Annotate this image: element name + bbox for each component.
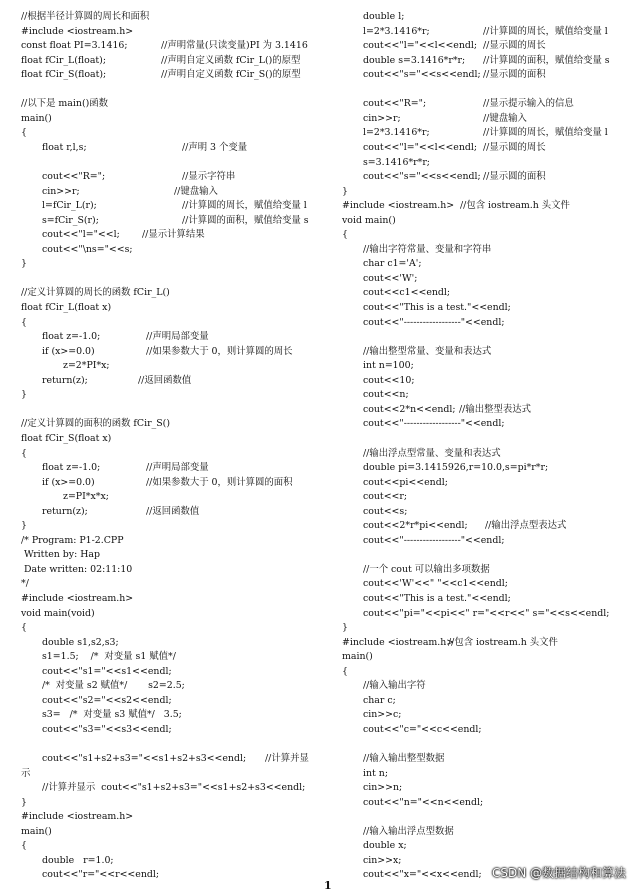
code-line: { [21,447,27,459]
code-line: #include <iostream.h> [21,811,134,823]
code-comment: //键盘输入 [174,185,218,197]
code-comment: //显示圆的面积 [483,69,546,81]
code-line: cout<<"s2="<<s2<<endl; [42,694,172,706]
code-line: return(z); [42,374,88,386]
code-line: //输出整型常量、变量和表达式 [363,345,492,357]
code-line: Written by: Hap [21,549,100,561]
code-line: cout<<"R="; [42,171,106,183]
code-comment: //显示圆的周长 [483,40,546,52]
code-comment: //显示圆的周长 [483,141,546,153]
code-line: } [21,520,27,532]
code-line: 示 [21,767,31,779]
code-line: cout<<r; [363,491,408,503]
code-line: double r=1.0; [42,854,114,866]
code-line: cout<<"This is a test."<<endl; [363,302,511,313]
code-line: cin>>r; [42,185,80,197]
code-line: if (x>=0.0) [42,476,95,488]
code-line: cin>>c; [363,709,402,721]
code-comment: //如果参数大于 0，则计算圆的周长 [146,345,293,357]
code-line: cout<<"c="<<c<<endl; [363,723,482,735]
code-comment: //声明自定义函数 fCir_L()的原型 [161,54,301,66]
code-line: //一个 cout 可以输出多项数据 [363,563,490,575]
code-line: #include <iostream.h> [21,25,134,37]
code-line: /* Program: P1-2.CPP [21,534,124,546]
page-number: 1 [324,879,332,892]
code-line: s3= /* 对变量 s3 赋值*/ 3.5; [42,709,182,721]
code-line: cin>>r; [363,112,401,124]
code-line: char c1='A'; [363,258,422,270]
code-line: cout<<"n="<<n<<endl; [363,796,484,808]
code-line: cout<<"r="<<r<<endl; [42,869,160,881]
code-line: cin>>n; [363,782,403,794]
code-comment: //输出浮点型表达式 [485,520,567,532]
code-comment: //显示字符串 [182,171,236,183]
code-line: return(z); [42,505,88,517]
code-line: } [342,185,348,197]
code-line: double s1,s2,s3; [42,636,119,648]
code-line: cout<<"l="<<l<<endl; [363,141,478,153]
code-line: cout<<"------------------"<<endl; [363,418,505,430]
code-line: s=fCir_S(r); [42,214,99,226]
code-line: double x; [363,840,407,852]
code-line: l=2*3.1416*r; [363,127,430,139]
code-line: { [21,127,27,139]
code-line: cout<<"pi="<<pi<<" r="<<r<<" s="<<s<<endl; [363,607,610,619]
code-line: cout<<"x="<<x<<endl; [363,869,482,881]
code-comment: //返回函数值 [138,374,192,386]
code-comment: //声明局部变量 [146,331,209,343]
code-line: #include <iostream.h> [342,200,455,212]
code-line: cout<<2*r*pi<<endl; [363,520,468,532]
code-line: cout<<"s="<<s<<endl; [363,171,481,183]
code-line: cout<<"s1="<<s1<<endl; [42,665,172,677]
code-line: cout<<s; [363,505,408,517]
code-line: cout<<"------------------"<<endl; [363,534,505,546]
code-line: cout<<'W'; [363,272,418,284]
code-line: } [21,258,27,270]
code-line: cout<<pi<<endl; [363,476,448,488]
code-comment: //输出整型表达式 [459,403,531,415]
code-line: //定义计算圆的周长的函数 fCir_L() [21,287,170,299]
code-line: cout<<"R="; [363,98,427,110]
code-line: float z=-1.0; [42,331,101,343]
code-line: float fCir_S(float); [21,69,107,81]
code-line: float fCir_L(float x) [21,302,112,313]
code-comment: //返回函数值 [146,505,200,517]
code-line: double l; [363,11,405,22]
code-line: void main(void) [21,607,95,619]
code-line: if (x>=0.0) [42,345,95,357]
code-line: { [342,665,348,677]
code-line: { [342,229,348,241]
code-line: //定义计算圆的面积的函数 fCir_S() [21,418,170,430]
code-line: cout<<10; [363,374,415,386]
code-line: } [21,389,27,401]
code-line: cout<<"s="<<s<<endl; [363,69,481,81]
code-line: float z=-1.0; [42,462,101,474]
code-line: //输出字符常量、变量和字符串 [363,243,492,255]
code-line: int n=100; [363,360,414,372]
code-line: s1=1.5; /* 对变量 s1 赋值*/ [42,651,176,663]
code-line: cout<<"------------------"<<endl; [363,316,505,328]
code-line: z=2*PI*x; [63,360,110,372]
code-line: #include <iostream.h> [342,636,455,648]
code-line: #include <iostream.h> [21,593,134,604]
code-line: cout<<"l="<<l<<endl; [363,40,478,52]
code-line: double pi=3.1415926,r=10.0,s=pi*r*r; [363,462,549,474]
code-comment: //显示计算结果 [142,229,205,241]
code-line: } [342,622,348,634]
code-line: //输出浮点型常量、变量和表达式 [363,447,501,459]
code-comment: //声明 3 个变量 [182,141,248,153]
code-comment: //计算并显 [265,753,309,765]
code-comment: //键盘输入 [483,112,527,124]
code-line: cout<<c1<<endl; [363,287,451,299]
code-line: main() [342,651,373,663]
code-line: */ [21,578,29,590]
code-line: void main() [342,214,396,226]
code-line: cout<<"This is a test."<<endl; [363,593,511,604]
code-line: Date written: 02:11:10 [21,563,133,575]
code-line: cout<<"s3="<<s3<<endl; [42,723,172,735]
code-line: s=3.1416*r*r; [363,156,430,168]
code-line: cout<<2*n<<endl; [363,403,456,415]
code-line: //输入输出整型数据 [363,753,445,765]
code-comment: //如果参数大于 0，则计算圆的面积 [146,476,293,488]
code-line: int n; [363,767,388,779]
code-comment: //显示提示输入的信息 [483,98,574,110]
code-line: //以下是 main()函数 [21,98,109,110]
code-comment: //计算圆的面积，赋值给变量 s [483,54,610,66]
code-comment: //声明自定义函数 fCir_S()的原型 [161,69,301,81]
code-line: float fCir_S(float x) [21,432,112,444]
code-comment: //包含 iostream.h 头文件 [460,200,570,212]
code-line: char c; [363,694,396,706]
code-line: cout<<"l="<<l; [42,229,120,241]
code-line: float fCir_L(float); [21,54,106,66]
code-comment: //计算圆的面积，赋值给变量 s [182,214,309,226]
code-comment: //声明常量(只读变量)PI 为 3.1416 [161,40,308,52]
code-line: float r,l,s; [42,141,87,153]
code-line: } [21,796,27,808]
code-line: cout<<"s1+s2+s3="<<s1+s2+s3<<endl; [42,753,247,765]
code-line: z=PI*x*x; [63,491,109,503]
code-comment: //声明局部变量 [146,462,209,474]
code-line: l=fCir_L(r); [42,200,97,212]
code-line: cout<<"\ns="<<s; [42,243,133,255]
code-comment: //计算圆的周长，赋值给变量 l [182,200,307,212]
code-line: cout<<'W'<<" "<<c1<<endl; [363,578,508,590]
code-line: double s=3.1416*r*r; [363,54,466,66]
code-line: cout<<n; [363,389,409,401]
csdn-watermark: CSDN @数据结构和算法 [491,866,626,880]
code-line: l=2*3.1416*r; [363,25,430,37]
code-line: //输入输出浮点型数据 [363,825,454,837]
code-line: { [21,622,27,634]
code-line: //输入输出字符 [363,680,426,692]
code-line: cin>>x; [363,854,402,866]
code-line: //计算并显示 cout<<"s1+s2+s3="<<s1+s2+s3<<endl; [42,782,306,794]
code-comment: //显示圆的面积 [483,171,546,183]
code-line: const float PI=3.1416; [21,40,128,52]
code-comment: //计算圆的周长，赋值给变量 l [483,127,608,139]
code-line: main() [21,825,52,837]
code-line: { [21,316,27,328]
code-comment: //包含 iostream.h 头文件 [448,636,558,648]
code-line: //根据半径计算圆的周长和面积 [21,11,150,22]
code-line: /* 对变量 s2 赋值*/ s2=2.5; [42,680,185,692]
code-line: main() [21,112,52,124]
code-line: { [21,840,27,852]
code-comment: //计算圆的周长，赋值给变量 l [483,25,608,37]
